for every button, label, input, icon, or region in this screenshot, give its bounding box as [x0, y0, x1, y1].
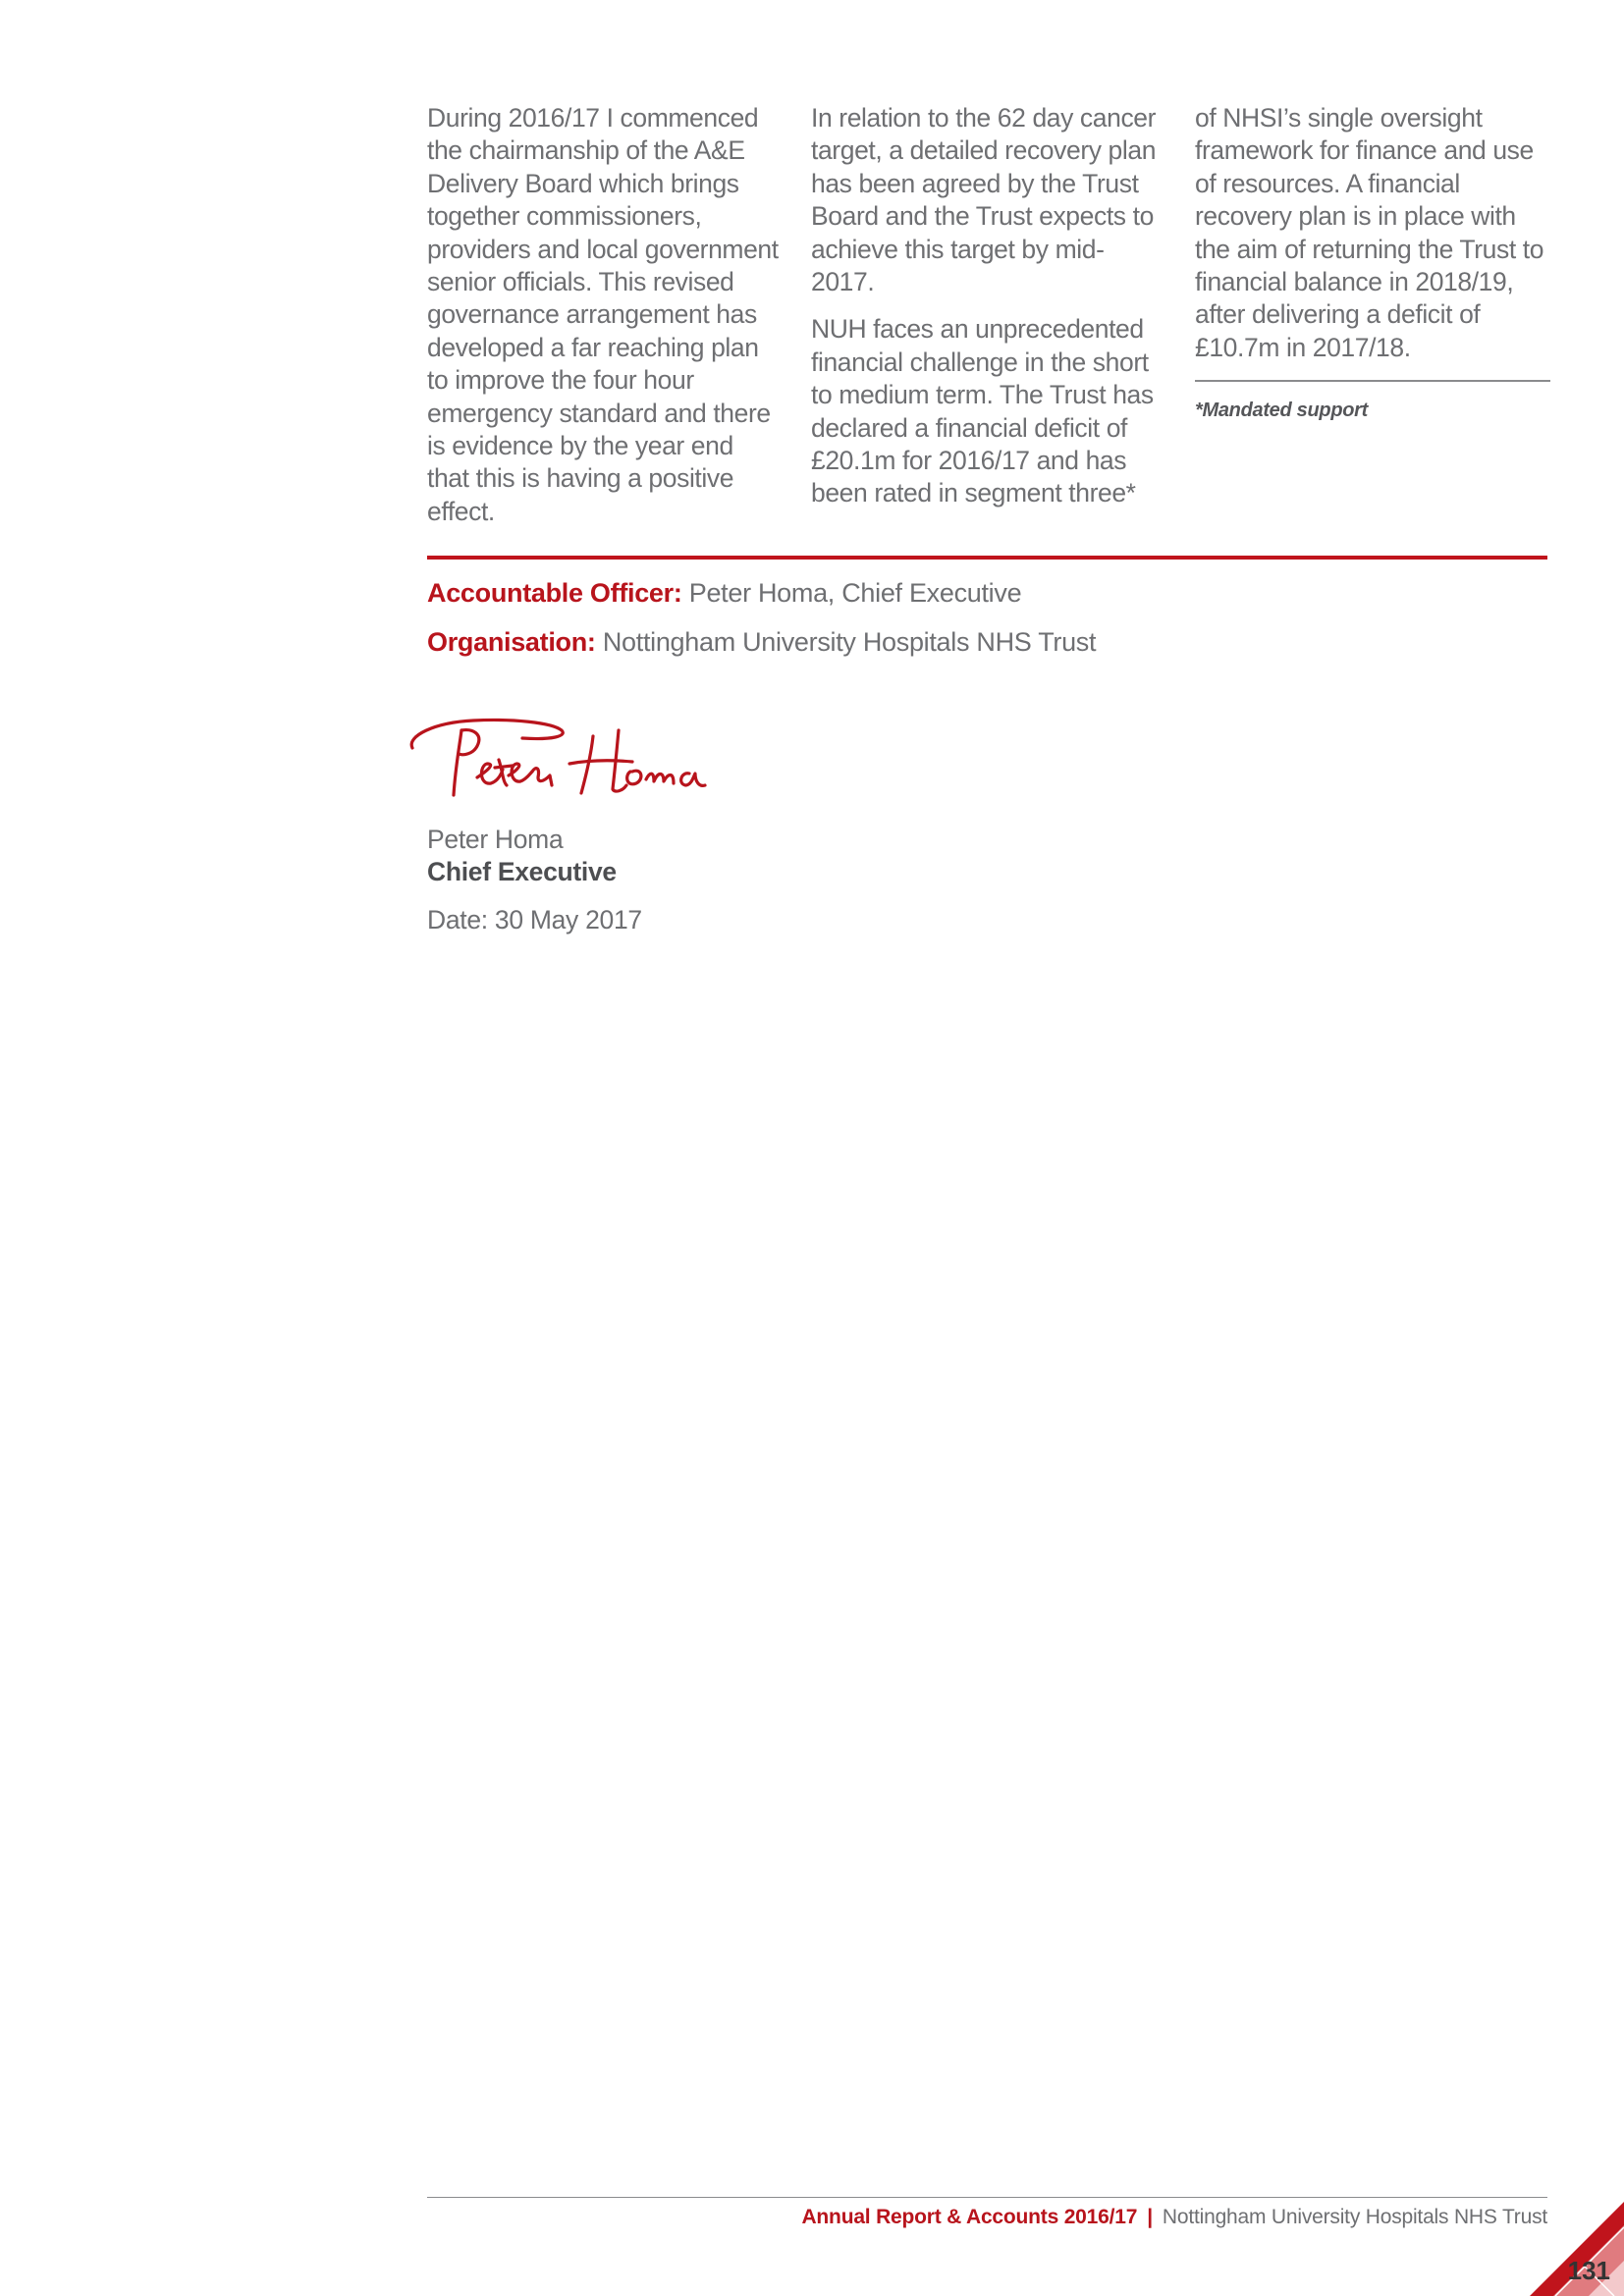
organisation-label: Organisation: — [427, 627, 596, 657]
signatory-name: Peter Homa — [427, 825, 564, 854]
footer-separator: | — [1147, 2206, 1153, 2228]
page-footer — [801, 2206, 1547, 2229]
section-divider — [427, 556, 1547, 560]
text-column-2 — [811, 102, 1163, 525]
accountable-officer-line — [427, 578, 1021, 609]
paragraph: NUH faces an unprecedented financial challenge in the short to medium term. The Trust has declared a financial deficit of £20.1m for 2016/17 and has been rated in segment three* — [811, 314, 1154, 508]
page-number: 131 — [1567, 2256, 1610, 2285]
paragraph: of NHSI’s single oversight framework for finance and use of resources. A financial recovery plan is in place with the aim of returning the Trust to financial balance in 2018/19, after delivering a deficit of £10.7m in 2017/18. — [1195, 103, 1544, 362]
accountable-officer-value: Peter Homa, Chief Executive — [688, 578, 1022, 608]
organisation-value: Nottingham University Hospitals NHS Trust — [602, 627, 1097, 657]
signature-date: Date: 30 May 2017 — [427, 905, 642, 934]
footer-divider — [427, 2197, 1547, 2198]
footer-organisation: Nottingham University Hospitals NHS Trust — [1162, 2206, 1547, 2228]
paragraph: During 2016/17 I commenced the chairmanship of the A&E Delivery Board which brings together commissioners, providers and local government senior officials. This revised governance arrangement has developed a far reaching plan to improve the four hour emergency standard and there is evidence by the year end that this is having a positive effect. — [427, 103, 779, 526]
footer-report-title: Annual Report & Accounts 2016/17 — [801, 2206, 1138, 2228]
footnote-divider — [1195, 380, 1550, 427]
signatory-title: Chief Executive — [427, 857, 617, 886]
handwritten-signature — [405, 707, 709, 815]
text-column-3 — [1195, 102, 1550, 428]
accountable-officer-label: Accountable Officer: — [427, 578, 682, 608]
organisation-line — [427, 627, 1096, 658]
paragraph: In relation to the 62 day cancer target, a detailed recovery plan has been agreed by the Trust Board and the Trust expects to achieve this target by mid-2017. — [811, 103, 1157, 297]
footnote: *Mandated support — [1195, 400, 1369, 422]
text-column-1 — [427, 102, 779, 543]
